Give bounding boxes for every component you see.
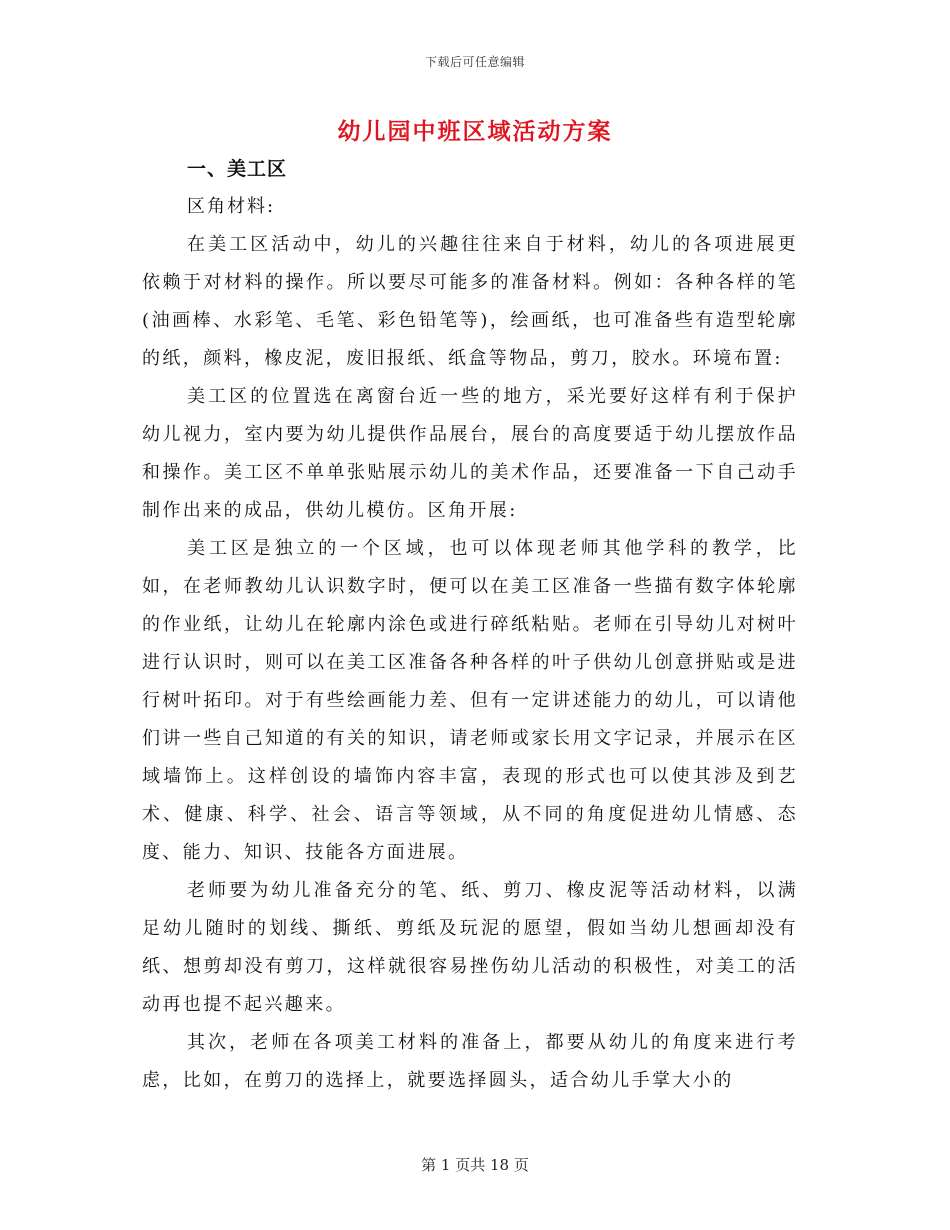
materials-label: 区角材料: <box>187 196 276 217</box>
paragraph-preparation: 老师要为幼儿准备充分的笔、纸、剪刀、橡皮泥等活动材料，以满足幼儿随时的划线、撕纸、剪纸及玩泥的愿望，假如当幼儿想画却没有纸、想剪却没有剪刀，这样就很容易挫伤幼儿活动的积极性，对美工的活动再也提不起兴趣来。 <box>142 880 798 1015</box>
page-footer: 第 1 页共 18 页 <box>421 1156 529 1174</box>
paragraph-activities: 美工区是独立的一个区域，也可以体现老师其他学科的教学，比如，在老师教幼儿认识数字时，便可以在美工区准备一些描有数字体轮廓的作业纸，让幼儿在轮廓内涂色或进行碎纸粘贴。老师在引导幼儿对树叶进行认识时，则可以在美工区准备各种各样的叶子供幼儿创意拼贴或是进行树叶拓印。对于有些绘画能力差、但有一定讲述能力的幼儿，可以请他们讲一些自己知道的有关的知识，请老师或家长用文字记录，并展示在区域墙饰上。这样创设的墙饰内容丰富，表现的形式也可以使其涉及到艺术、健康、科学、社会、语言等领域，从不同的角度促进幼儿情感、态度、能力、知识、技能各方面进展。 <box>142 538 798 863</box>
section-heading: 一、美工区 <box>187 158 288 180</box>
document-title: 幼儿园中班区域活动方案 <box>337 118 613 145</box>
document-body <box>142 150 798 1100</box>
paragraph-materials: 在美工区活动中，幼儿的兴趣往往来自于材料，幼儿的各项进展更依赖于对材料的操作。所以要尽可能多的准备材料。例如：各种各样的笔(油画棒、水彩笔、毛笔、彩色铅笔等)，绘画纸，也可准备些有造型轮廓的纸，颜料，橡皮泥，废旧报纸、纸盒等物品，剪刀，胶水。环境布置: <box>142 234 798 369</box>
paragraph-selection: 其次，老师在各项美工材料的准备上，都要从幼儿的角度来进行考虑，比如，在剪刀的选择上，就要选择圆头，适合幼儿手掌大小的 <box>142 1032 798 1091</box>
header-note: 下载后可任意编辑 <box>424 55 525 69</box>
paragraph-environment: 美工区的位置选在离窗台近一些的地方，采光要好这样有利于保护幼儿视力，室内要为幼儿提供作品展台，展台的高度要适于幼儿摆放作品和操作。美工区不单单张贴展示幼儿的美术作品，还要准备一下自己动手制作出来的成品，供幼儿模仿。区角开展: <box>142 386 798 521</box>
